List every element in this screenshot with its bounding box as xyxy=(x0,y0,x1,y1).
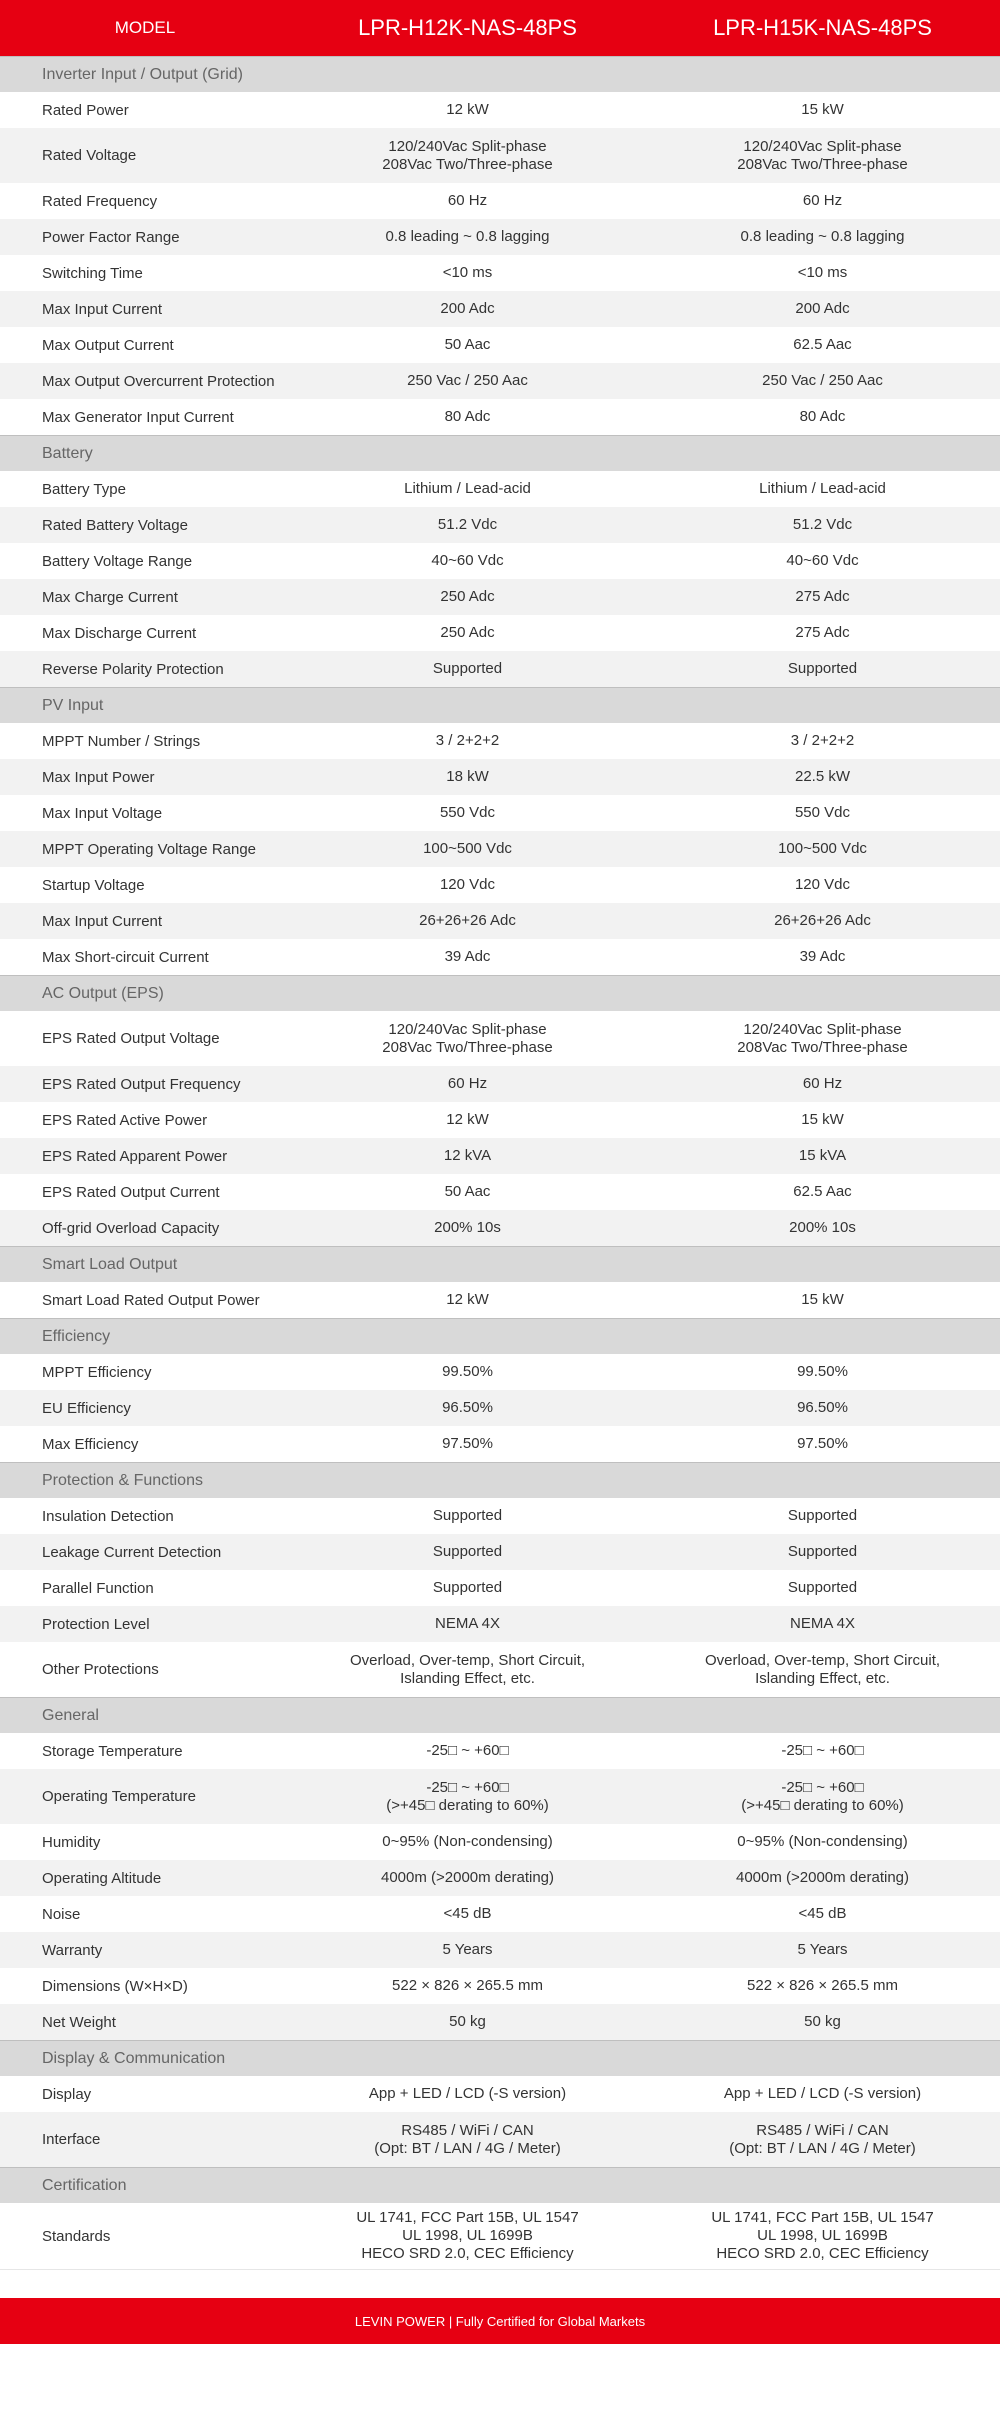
spec-value-model-2: 62.5 Aac xyxy=(793,336,852,353)
spec-label: EU Efficiency xyxy=(42,1399,131,1417)
spec-value-model-2: UL 1741, FCC Part 15B, UL 1547 UL 1998, UL 1699B HECO SRD 2.0, CEC Efficiency xyxy=(711,2209,934,2262)
model-label: MODEL xyxy=(114,18,176,37)
table-row xyxy=(0,615,1000,651)
table-row xyxy=(0,327,1000,363)
spec-value-model-2: Supported xyxy=(787,660,858,677)
spec-value-model-1: 5 Years xyxy=(442,1941,493,1958)
spec-value-model-2: 80 Adc xyxy=(799,408,846,425)
table-row xyxy=(0,1426,1000,1462)
table-row xyxy=(0,1570,1000,1606)
table-row xyxy=(0,543,1000,579)
spec-label: Max Output Current xyxy=(42,336,174,354)
spec-value-model-2: -25□ ~ +60□ (>+45□ derating to 60%) xyxy=(741,1778,904,1814)
spec-value-model-1: 120/240Vac Split-phase 208Vac Two/Three-phase xyxy=(382,1020,553,1056)
section-title: General xyxy=(42,1706,99,1724)
spec-value-model-2: Supported xyxy=(787,1579,858,1596)
spec-label: Other Protections xyxy=(42,1661,159,1678)
spec-value-model-2: 60 Hz xyxy=(802,192,843,209)
spec-value-model-1: Supported xyxy=(432,660,503,677)
table-row xyxy=(0,831,1000,867)
table-row xyxy=(0,651,1000,687)
spec-value-model-1: 200 Adc xyxy=(440,300,495,317)
section-header xyxy=(0,975,1000,1011)
table-row xyxy=(0,363,1000,399)
section-header xyxy=(0,2040,1000,2076)
spec-value-model-1: 250 Vac / 250 Aac xyxy=(407,372,528,389)
spec-value-model-2: 99.50% xyxy=(797,1363,848,1380)
spec-value-model-1: 12 kW xyxy=(446,1291,489,1308)
table-row xyxy=(0,1896,1000,1932)
section-header xyxy=(0,435,1000,471)
table-row xyxy=(0,1932,1000,1968)
spec-value-model-1: 120 Vdc xyxy=(439,876,496,893)
spec-label: Rated Frequency xyxy=(42,192,158,210)
spec-value-model-1: 250 Adc xyxy=(440,624,495,641)
section-header xyxy=(0,1318,1000,1354)
section-title: PV Input xyxy=(42,696,104,714)
section-title: AC Output (EPS) xyxy=(42,984,164,1002)
spec-value-model-2: 40~60 Vdc xyxy=(786,552,859,569)
spec-value-model-1: 200% 10s xyxy=(434,1219,501,1236)
spec-value-model-1: 250 Adc xyxy=(440,588,495,605)
spec-value-model-1: 60 Hz xyxy=(447,1075,488,1092)
table-row xyxy=(0,1642,1000,1697)
spec-value-model-2: 15 kVA xyxy=(798,1147,847,1164)
spec-value-model-2: <45 dB xyxy=(798,1905,847,1922)
spec-label: MPPT Number / Strings xyxy=(42,732,201,750)
spec-value-model-1: <45 dB xyxy=(443,1905,492,1922)
spec-value-model-2: 550 Vdc xyxy=(794,804,851,821)
table-row xyxy=(0,399,1000,435)
spec-value-model-2: 15 kW xyxy=(801,101,844,118)
spec-value-model-2: 97.50% xyxy=(797,1435,848,1452)
spec-value-model-1: <10 ms xyxy=(442,264,493,281)
spec-value-model-2: 3 / 2+2+2 xyxy=(790,732,855,749)
spec-value-model-1: 12 kVA xyxy=(443,1147,492,1164)
spec-value-model-1: 18 kW xyxy=(446,768,489,785)
spec-label: EPS Rated Output Frequency xyxy=(42,1075,241,1093)
table-row xyxy=(0,219,1000,255)
table-row xyxy=(0,1824,1000,1860)
table-row xyxy=(0,92,1000,128)
table-row xyxy=(0,2203,1000,2269)
spec-value-model-1: Supported xyxy=(432,1507,503,1524)
table-row xyxy=(0,1733,1000,1769)
spec-value-model-1: Supported xyxy=(432,1543,503,1560)
table-row xyxy=(0,471,1000,507)
spec-table xyxy=(0,56,1000,2269)
spec-label: Display xyxy=(42,2085,92,2103)
table-row xyxy=(0,1066,1000,1102)
spec-value-model-2: 62.5 Aac xyxy=(793,1183,852,1200)
table-row xyxy=(0,2112,1000,2167)
spec-value-model-1: 550 Vdc xyxy=(439,804,496,821)
spec-value-model-2: 50 kg xyxy=(804,2013,841,2030)
spec-value-model-1: 51.2 Vdc xyxy=(437,516,498,533)
table-header xyxy=(0,0,1000,56)
spec-value-model-2: Supported xyxy=(787,1507,858,1524)
model-2-name: LPR-H15K-NAS-48PS xyxy=(713,15,932,40)
spec-value-model-2: 200 Adc xyxy=(795,300,850,317)
section-title: Battery xyxy=(42,444,93,462)
spec-label: Standards xyxy=(42,2227,111,2245)
spec-value-model-1: NEMA 4X xyxy=(434,1615,501,1632)
spec-value-model-1: 50 Aac xyxy=(444,336,491,353)
spec-value-model-1: -25□ ~ +60□ xyxy=(426,1742,509,1759)
spec-value-model-1: 0.8 leading ~ 0.8 lagging xyxy=(385,228,550,245)
spec-label: Battery Voltage Range xyxy=(42,552,193,570)
table-row xyxy=(0,1174,1000,1210)
spec-label: Humidity xyxy=(42,1833,101,1851)
table-row xyxy=(0,1282,1000,1318)
section-header xyxy=(0,687,1000,723)
model-1-name: LPR-H12K-NAS-48PS xyxy=(358,15,577,40)
spec-value-model-1: 4000m (>2000m derating) xyxy=(380,1869,555,1886)
table-row xyxy=(0,579,1000,615)
table-row xyxy=(0,1210,1000,1246)
spec-label: Startup Voltage xyxy=(42,876,145,894)
spec-label: Parallel Function xyxy=(42,1579,154,1597)
spec-value-model-2: 522 × 826 × 265.5 mm xyxy=(747,1977,898,1994)
section-header xyxy=(0,2167,1000,2203)
spec-value-model-1: 39 Adc xyxy=(444,948,491,965)
spec-value-model-1: 96.50% xyxy=(442,1399,493,1416)
spec-label: MPPT Operating Voltage Range xyxy=(42,840,257,858)
spec-value-model-2: 22.5 kW xyxy=(794,768,851,785)
spec-value-model-2: Supported xyxy=(787,1543,858,1560)
spec-label: Operating Temperature xyxy=(42,1788,196,1805)
footer-text: LEVIN POWER | Fully Certified for Global Markets xyxy=(354,2313,646,2329)
spec-value-model-1: 522 × 826 × 265.5 mm xyxy=(392,1977,543,1994)
spec-label: Max Input Current xyxy=(42,912,163,930)
spec-label: Smart Load Rated Output Power xyxy=(42,1291,260,1309)
spec-label: Rated Power xyxy=(42,101,129,119)
spec-value-model-1: 12 kW xyxy=(446,101,489,118)
table-row xyxy=(0,1138,1000,1174)
table-row xyxy=(0,1011,1000,1066)
section-title: Display & Communication xyxy=(42,2049,226,2067)
spec-value-model-2: 120/240Vac Split-phase 208Vac Two/Three-phase xyxy=(737,1020,908,1056)
table-row xyxy=(0,1354,1000,1390)
spec-label: Max Charge Current xyxy=(42,588,178,606)
spec-value-model-2: 39 Adc xyxy=(799,948,846,965)
spec-label: Storage Temperature xyxy=(42,1742,183,1760)
spec-value-model-1: -25□ ~ +60□ (>+45□ derating to 60%) xyxy=(386,1778,549,1814)
spec-label: Operating Altitude xyxy=(42,1869,162,1887)
table-row xyxy=(0,1860,1000,1896)
spec-value-model-1: 99.50% xyxy=(442,1363,493,1380)
spec-value-model-2: 120/240Vac Split-phase 208Vac Two/Three-phase xyxy=(737,137,908,173)
spec-label: Rated Voltage xyxy=(42,147,137,164)
spec-value-model-1: 120/240Vac Split-phase 208Vac Two/Three-phase xyxy=(382,137,553,173)
spec-label: Max Short-circuit Current xyxy=(42,948,209,966)
spec-value-model-1: 60 Hz xyxy=(447,192,488,209)
spec-label: Max Generator Input Current xyxy=(42,408,234,426)
table-row xyxy=(0,759,1000,795)
section-title: Certification xyxy=(42,2176,127,2194)
table-row xyxy=(0,867,1000,903)
table-row xyxy=(0,2076,1000,2112)
spec-label: EPS Rated Output Current xyxy=(42,1183,220,1201)
spec-label: Max Discharge Current xyxy=(42,624,197,642)
spec-value-model-2: RS485 / WiFi / CAN (Opt: BT / LAN / 4G / Meter) xyxy=(729,2121,916,2157)
table-row xyxy=(0,795,1000,831)
spec-value-model-2: Overload, Over-temp, Short Circuit, Islanding Effect, etc. xyxy=(704,1651,941,1687)
table-row xyxy=(0,128,1000,183)
spec-label: MPPT Efficiency xyxy=(42,1363,152,1381)
spec-value-model-2: 0~95% (Non-condensing) xyxy=(737,1833,908,1850)
table-row xyxy=(0,507,1000,543)
spec-value-model-1: 50 kg xyxy=(449,2013,486,2030)
spec-value-model-2: 15 kW xyxy=(801,1291,844,1308)
table-row xyxy=(0,1534,1000,1570)
spec-value-model-1: UL 1741, FCC Part 15B, UL 1547 UL 1998, UL 1699B HECO SRD 2.0, CEC Efficiency xyxy=(356,2209,579,2262)
table-bottom-gap xyxy=(0,2269,1000,2298)
spec-value-model-1: 26+26+26 Adc xyxy=(419,912,516,929)
spec-label: Max Efficiency xyxy=(42,1435,139,1453)
section-title: Efficiency xyxy=(42,1327,111,1345)
spec-label: Off-grid Overload Capacity xyxy=(42,1219,220,1237)
spec-value-model-2: 275 Adc xyxy=(795,588,850,605)
spec-label: Insulation Detection xyxy=(42,1507,174,1525)
spec-label: Switching Time xyxy=(42,264,143,282)
spec-value-model-2: 26+26+26 Adc xyxy=(774,912,871,929)
table-row xyxy=(0,939,1000,975)
spec-value-model-1: 40~60 Vdc xyxy=(431,552,504,569)
table-row xyxy=(0,1606,1000,1642)
spec-value-model-1: 100~500 Vdc xyxy=(423,840,512,857)
spec-value-model-1: 80 Adc xyxy=(444,408,491,425)
spec-label: Leakage Current Detection xyxy=(42,1543,222,1561)
spec-value-model-2: -25□ ~ +60□ xyxy=(781,1742,864,1759)
spec-value-model-1: 50 Aac xyxy=(444,1183,491,1200)
spec-value-model-1: RS485 / WiFi / CAN (Opt: BT / LAN / 4G / Meter) xyxy=(374,2121,561,2157)
table-row xyxy=(0,1769,1000,1824)
spec-value-model-2: 5 Years xyxy=(797,1941,848,1958)
spec-value-model-2: 51.2 Vdc xyxy=(792,516,853,533)
spec-label: EPS Rated Active Power xyxy=(42,1111,208,1129)
spec-value-model-1: 0~95% (Non-condensing) xyxy=(382,1833,553,1850)
spec-label: Noise xyxy=(42,1905,81,1923)
table-row xyxy=(0,1390,1000,1426)
table-row xyxy=(0,1498,1000,1534)
spec-value-model-2: 60 Hz xyxy=(802,1075,843,1092)
footer-banner xyxy=(0,2298,1000,2344)
spec-label: Net Weight xyxy=(42,2013,116,2031)
spec-value-model-2: 250 Vac / 250 Aac xyxy=(762,372,883,389)
spec-value-model-2: 15 kW xyxy=(801,1111,844,1128)
spec-value-model-2: <10 ms xyxy=(797,264,848,281)
spec-label: Max Output Overcurrent Protection xyxy=(42,372,275,390)
spec-label: Warranty xyxy=(42,1941,103,1959)
table-row xyxy=(0,291,1000,327)
spec-value-model-2: 0.8 leading ~ 0.8 lagging xyxy=(740,228,905,245)
spec-label: Max Input Voltage xyxy=(42,804,163,822)
spec-label: Battery Type xyxy=(42,480,126,498)
spec-value-model-2: Lithium / Lead-acid xyxy=(759,480,886,497)
spec-value-model-2: 96.50% xyxy=(797,1399,848,1416)
spec-value-model-2: 100~500 Vdc xyxy=(778,840,867,857)
table-row xyxy=(0,1968,1000,2004)
table-row xyxy=(0,255,1000,291)
spec-value-model-1: 12 kW xyxy=(446,1111,489,1128)
section-header xyxy=(0,1462,1000,1498)
section-title: Inverter Input / Output (Grid) xyxy=(42,65,243,83)
spec-value-model-2: 4000m (>2000m derating) xyxy=(735,1869,910,1886)
table-row xyxy=(0,903,1000,939)
spec-value-model-1: 3 / 2+2+2 xyxy=(435,732,500,749)
spec-value-model-2: NEMA 4X xyxy=(789,1615,856,1632)
section-header xyxy=(0,1246,1000,1282)
spec-value-model-2: 275 Adc xyxy=(795,624,850,641)
spec-value-model-1: 97.50% xyxy=(442,1435,493,1452)
spec-value-model-1: App + LED / LCD (-S version) xyxy=(368,2085,567,2102)
spec-label: Power Factor Range xyxy=(42,228,180,246)
spec-label: Reverse Polarity Protection xyxy=(42,660,224,678)
spec-value-model-1: Overload, Over-temp, Short Circuit, Islanding Effect, etc. xyxy=(349,1651,586,1687)
table-row xyxy=(0,2004,1000,2040)
spec-value-model-1: Supported xyxy=(432,1579,503,1596)
spec-label: EPS Rated Output Voltage xyxy=(42,1030,220,1047)
spec-value-model-2: App + LED / LCD (-S version) xyxy=(723,2085,922,2102)
spec-label: Rated Battery Voltage xyxy=(42,516,188,534)
spec-label: Dimensions (W×H×D) xyxy=(42,1977,188,1995)
spec-label: Max Input Power xyxy=(42,768,155,786)
spec-label: Interface xyxy=(42,2131,101,2148)
spec-label: Max Input Current xyxy=(42,300,163,318)
section-title: Protection & Functions xyxy=(42,1471,203,1489)
spec-value-model-1: Lithium / Lead-acid xyxy=(404,480,531,497)
table-row xyxy=(0,1102,1000,1138)
section-header xyxy=(0,56,1000,92)
section-header xyxy=(0,1697,1000,1733)
table-row xyxy=(0,723,1000,759)
table-row xyxy=(0,183,1000,219)
spec-label: Protection Level xyxy=(42,1615,150,1633)
spec-label: EPS Rated Apparent Power xyxy=(42,1147,228,1165)
section-title: Smart Load Output xyxy=(42,1255,178,1273)
spec-value-model-2: 200% 10s xyxy=(789,1219,856,1236)
spec-value-model-2: 120 Vdc xyxy=(794,876,851,893)
